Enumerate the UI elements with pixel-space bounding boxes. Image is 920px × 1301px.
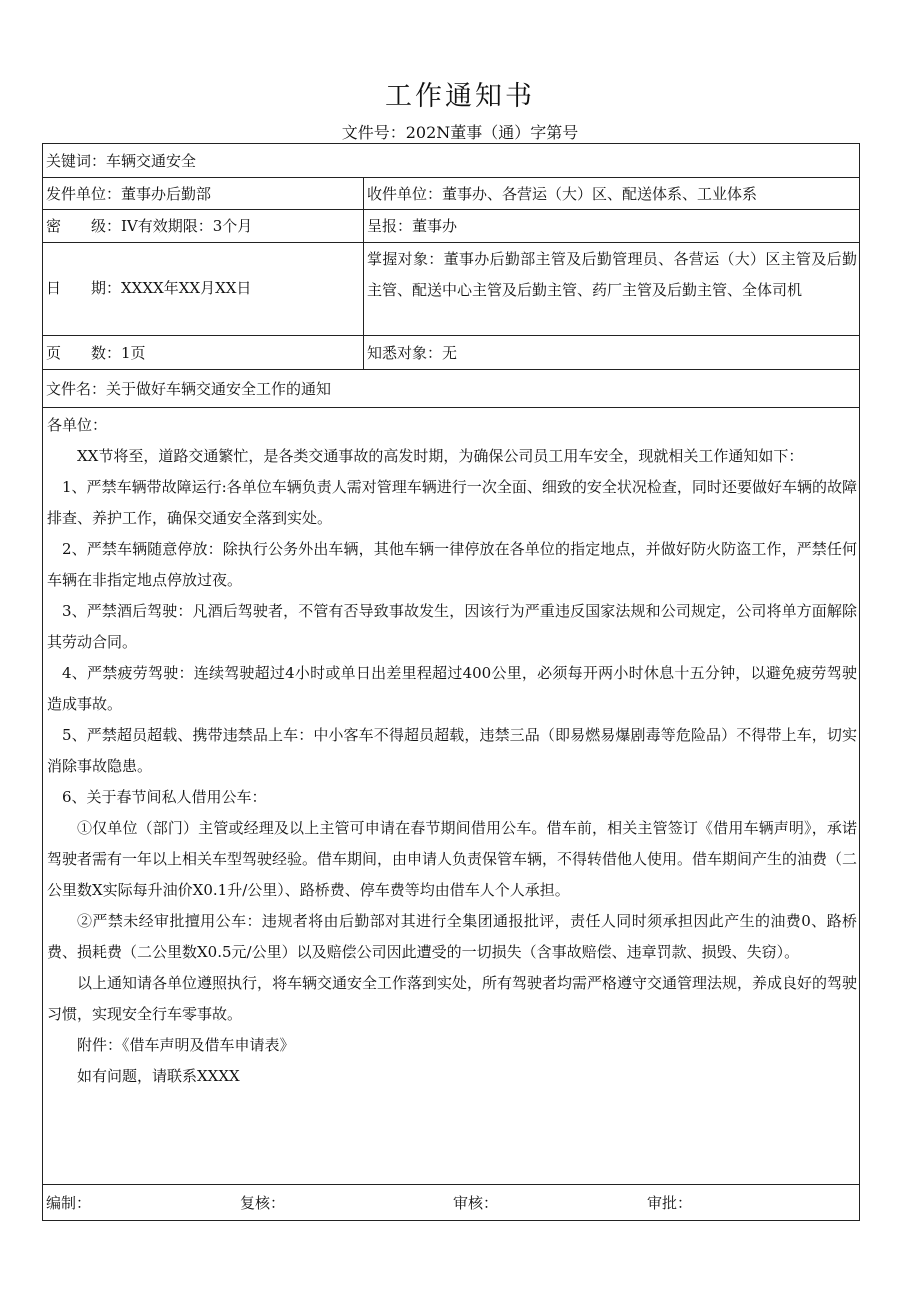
- receiver-field: 收件单位：董事办、各营运（大）区、配送体系、工业体系: [367, 185, 758, 203]
- sender-field: 发件单位：董事办后勤部: [46, 185, 212, 203]
- approver-signature: 审批：: [647, 1194, 693, 1212]
- keywords-field: 关键词：车辆交通安全: [46, 152, 197, 170]
- divider: [43, 407, 859, 408]
- control-target-field: 掌握对象：董事办后勤部主管及后勤管理员、各营运（大）区主管及后勤主管、配送中心主管及后勤主管、药厂主管及后勤主管、全体司机: [367, 250, 857, 299]
- salutation: 各单位：: [47, 416, 108, 434]
- file-name-field: 文件名：关于做好车辆交通安全工作的通知: [46, 380, 332, 398]
- divider: [43, 369, 859, 370]
- closing-paragraph: 以上通知请各单位遵照执行，将车辆交通安全工作落到实处，所有驾驶者均需严格遵守交通管理法规，养成良好的驾驶习惯，实现安全行车零事故。: [47, 974, 857, 1023]
- intro-paragraph: XX节将至，道路交通繁忙，是各类交通事故的高发时期，为确保公司员工用车安全，现就相关工作通知如下：: [77, 447, 804, 465]
- rule-item-3: 3、严禁酒后驾驶：凡酒后驾驶者，不管有否导致事故发生，因该行为严重违反国家法规和公司规定，公司将单方面解除其劳动合同。: [47, 602, 857, 651]
- rule-item-1: 1、严禁车辆带故障运行:各单位车辆负责人需对管理车辆进行一次全面、细致的安全状况检查，同时还要做好车辆的故障排查、养护工作，确保交通安全落到实处。: [47, 478, 857, 527]
- reviewer-signature: 复核：: [240, 1194, 286, 1212]
- report-to-field: 呈报：董事办: [367, 217, 458, 235]
- secrecy-field: 密 级：IV有效期限：3个月: [46, 217, 253, 235]
- rule-item-6-b: ②严禁未经审批擅用公车：违规者将由后勤部对其进行全集团通报批评，责任人同时须承担因此产生的油费0、路桥费、损耗费（二公里数X0.5元/公里）以及赔偿公司因此遭受的一切损失（含事故赔偿、违章罚款、损毁、失窃）。: [47, 912, 857, 961]
- notice-body: [47, 410, 857, 1184]
- divider: [43, 242, 859, 243]
- notice-form: [42, 143, 860, 1221]
- editor-signature: 编制：: [46, 1194, 92, 1212]
- column-divider: [363, 177, 364, 369]
- attachment-line: 附件：《借车声明及借车申请表》: [77, 1036, 295, 1054]
- divider: [43, 335, 859, 336]
- rule-item-4: 4、严禁疲劳驾驶：连续驾驶超过4小时或单日出差里程超过400公里，必须每开两小时休息十五分钟，以避免疲劳驾驶造成事故。: [47, 664, 857, 713]
- divider: [43, 1184, 859, 1185]
- rule-item-2: 2、严禁车辆随意停放：除执行公务外出车辆，其他车辆一律停放在各单位的指定地点，并做好防火防盗工作，严禁任何车辆在非指定地点停放过夜。: [47, 540, 857, 589]
- rule-item-6: 6、关于春节间私人借用公车：: [62, 788, 267, 806]
- page-title: 工作通知书: [385, 81, 535, 112]
- divider: [43, 177, 859, 178]
- date-field: 日 期：XXXX年XX月XX日: [46, 279, 252, 297]
- document-number: 文件号：202N董事（通）字第号: [341, 123, 579, 142]
- pages-field: 页 数：1页: [46, 344, 146, 362]
- rule-item-5: 5、严禁超员超载、携带违禁品上车：中小客车不得超员超载，违禁三品（即易燃易爆剧毒等危险品）不得带上车，切实消除事故隐患。: [47, 726, 857, 775]
- contact-line: 如有问题，请联系XXXX: [77, 1067, 240, 1085]
- auditor-signature: 审核：: [453, 1194, 499, 1212]
- rule-item-6-a: ①仅单位（部门）主管或经理及以上主管可申请在春节期间借用公车。借车前，相关主管签订《借用车辆声明》，承诺驾驶者需有一年以上相关车型驾驶经验。借车期间，由申请人负责保管车辆，不得转借他人使用。借车期间产生的油费（二公里数X实际每升油价X0.1升/公里）、路桥费、停车费等均由借车人个人承担。: [47, 819, 857, 899]
- notify-target-field: 知悉对象：无: [367, 344, 458, 362]
